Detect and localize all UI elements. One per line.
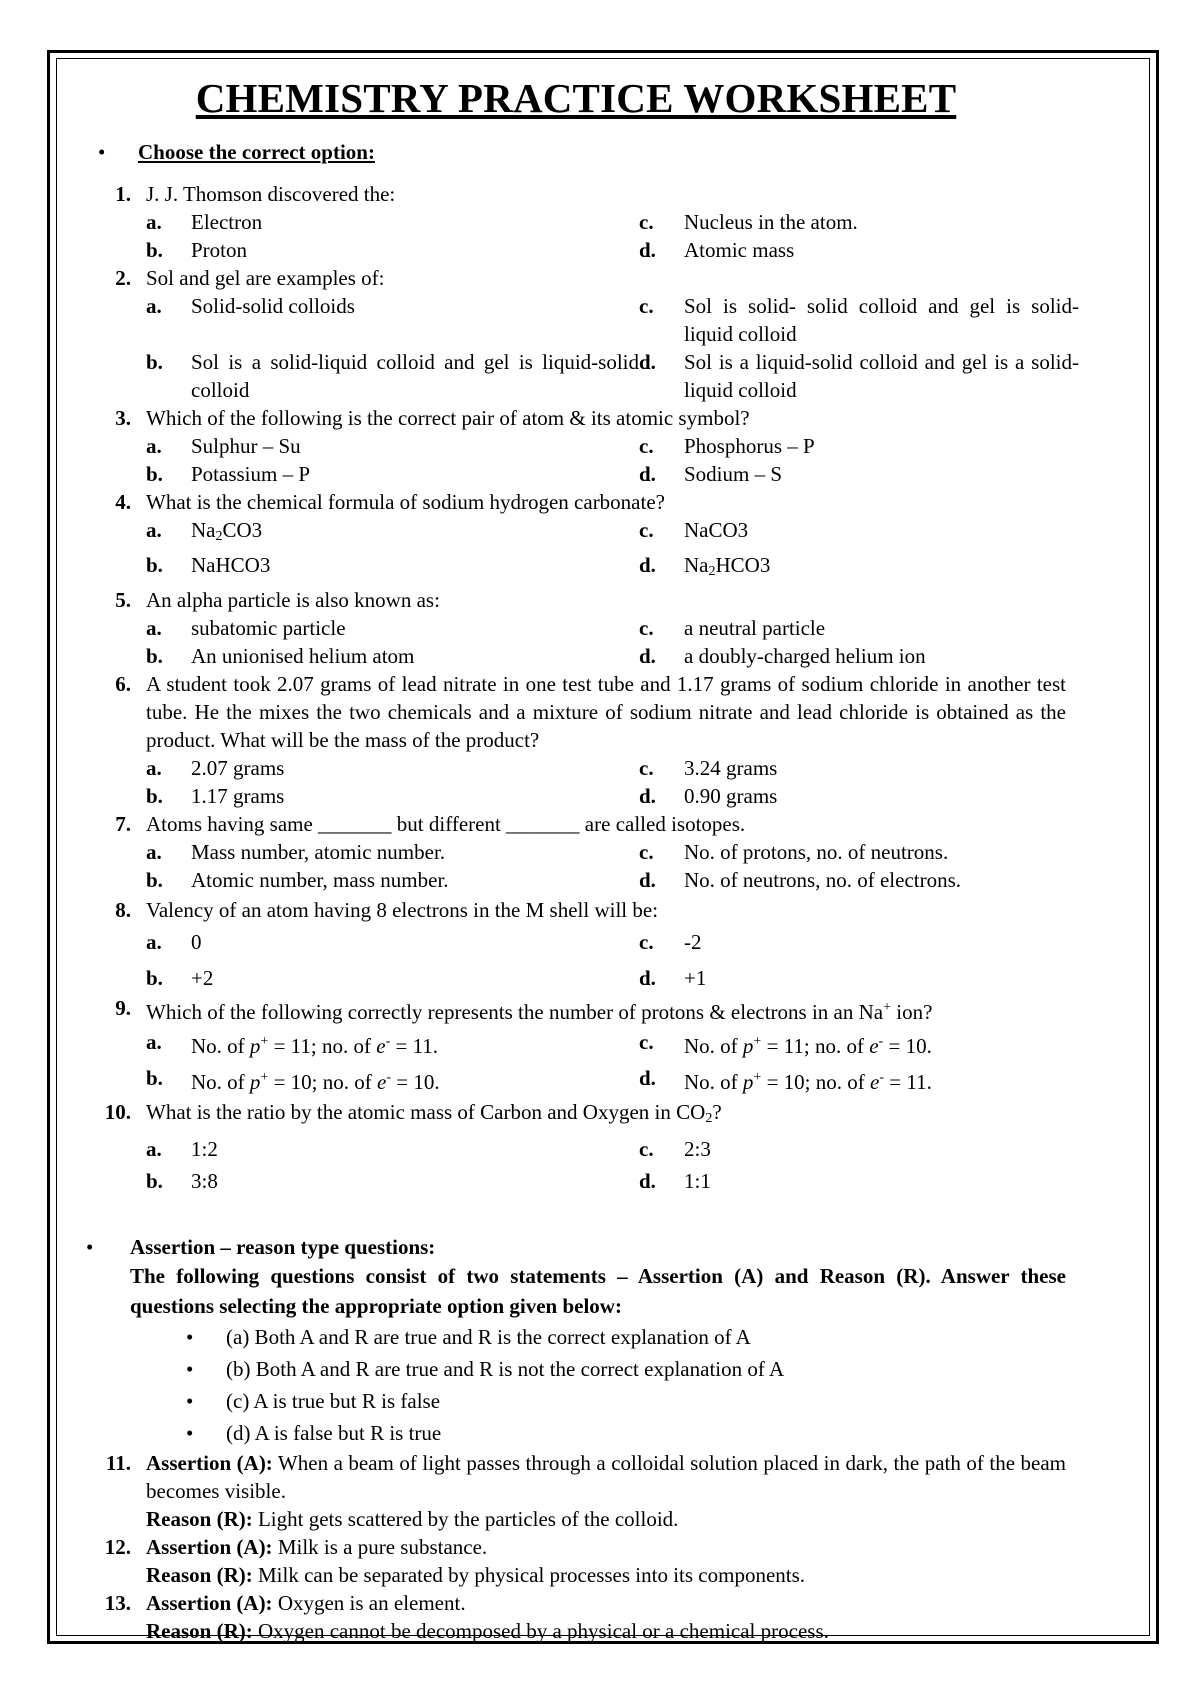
assertion-intro: The following questions consist of two statements – Assertion (A) and Reason (R). Answer these questions selecting the appropriate option given below: [130, 1264, 1066, 1318]
option-c[interactable] [639, 838, 1079, 866]
option-letter: a. [146, 210, 162, 234]
question-stem: Atoms having same _______ but different _______ are called isotopes. [146, 812, 746, 836]
option-letter: b. [146, 238, 163, 262]
option-a[interactable] [146, 208, 639, 236]
option-b[interactable] [146, 866, 639, 894]
question-number: 8. [115, 898, 131, 922]
question-text [86, 896, 1066, 924]
question-text [86, 994, 1066, 1026]
option-a[interactable] [146, 432, 639, 460]
assertion-question [86, 1449, 1066, 1505]
option-text: 1.17 grams [191, 784, 285, 808]
option-a[interactable] [146, 754, 639, 782]
option-letter: c. [639, 930, 654, 954]
option-letter: d. [639, 238, 656, 262]
option-text: Atomic number, mass number. [191, 868, 449, 892]
bullet-icon: • [186, 1357, 194, 1381]
option-text: Phosphorus – P [684, 434, 815, 458]
option-letter: d. [639, 553, 656, 577]
option-text: Atomic mass [684, 238, 795, 262]
option-a[interactable] [146, 292, 639, 348]
option-grid [86, 1028, 1066, 1096]
section-mcq-title: Choose the correct option: [138, 140, 375, 164]
option-a[interactable] [146, 1135, 639, 1163]
worksheet-content [86, 72, 1079, 1645]
option-text: Sulphur – Su [191, 434, 301, 458]
option-letter: c. [639, 616, 654, 640]
option-d[interactable] [639, 551, 1079, 586]
option-text: Mass number, atomic number. [191, 840, 446, 864]
reason-text: Light gets scattered by the particles of the colloid. [252, 1507, 679, 1531]
bullet-icon: • [86, 1235, 94, 1259]
question-number: 3. [115, 406, 131, 430]
option-text: $Na_2HCO3$ [684, 553, 771, 579]
option-grid [86, 516, 1066, 586]
question-text [86, 264, 1066, 292]
option-text: Electron [191, 210, 263, 234]
bullet-icon: • [186, 1389, 194, 1413]
question-number: 4. [115, 490, 131, 514]
option-d[interactable] [639, 348, 1079, 404]
option-letter: a. [146, 518, 162, 542]
option-letter: b. [146, 966, 163, 990]
bullet-icon: • [186, 1421, 194, 1445]
reason-text: Milk can be separated by physical processes into its components. [252, 1563, 806, 1587]
assertion-choice-text: (c) A is true but R is false [226, 1389, 441, 1413]
question-number: 13. [104, 1591, 131, 1615]
option-text: Sol is a solid-liquid colloid and gel is liquid-solid colloid [191, 350, 639, 402]
assertion-text: Milk is a pure substance. [272, 1535, 488, 1559]
option-b[interactable] [146, 236, 639, 264]
question-number: 1. [115, 182, 131, 206]
assertion-text: When a beam of light passes through a colloidal solution placed in dark, the path of the beam becomes visible. [146, 1451, 1066, 1503]
option-d[interactable] [639, 866, 1079, 894]
question-stem: A student took 2.07 grams of lead nitrate in one test tube and 1.17 grams of sodium chloride in another test tube. He the mixes the two chemicals and a mixture of sodium nitrate and lead chloride is obtained as the product. What will be the mass of the product? [146, 672, 1066, 752]
option-letter: c. [639, 1030, 654, 1054]
option-d[interactable] [639, 782, 1079, 810]
option-text: 1:1 [684, 1169, 711, 1193]
option-text: 0.90 grams [684, 784, 778, 808]
option-letter: b. [146, 644, 163, 668]
option-b[interactable] [146, 1064, 639, 1096]
option-text: Solid-solid colloids [191, 294, 355, 318]
option-letter: d. [639, 966, 656, 990]
assertion-choice [186, 1417, 1066, 1449]
option-letter: c. [639, 1137, 654, 1161]
option-d[interactable] [639, 642, 1079, 670]
option-letter: c. [639, 434, 654, 458]
question-stem: J. J. Thomson discovered the: [146, 182, 396, 206]
option-text: No. of p+ = 11; no. of e- = 10. [684, 1034, 932, 1058]
option-text: No. of neutrons, no. of electrons. [684, 868, 962, 892]
option-text: a neutral particle [684, 616, 826, 640]
question-text [86, 670, 1066, 754]
mcq-list [86, 180, 1079, 1195]
question-text [86, 810, 1066, 838]
option-c[interactable] [639, 292, 1079, 348]
option-letter: b. [146, 553, 163, 577]
question-number: 12. [104, 1535, 131, 1559]
option-b[interactable] [146, 460, 639, 488]
option-text: NaHCO3 [191, 553, 271, 577]
question-text [86, 488, 1066, 516]
assertion-choice [186, 1321, 1066, 1353]
question-stem: Which of the following is the correct pair of atom & its atomic symbol? [146, 406, 750, 430]
option-text: 3:8 [191, 1169, 218, 1193]
assertion-text: Oxygen is an element. [272, 1591, 466, 1615]
assertion-choice [186, 1385, 1066, 1417]
question-number: 5. [115, 588, 131, 612]
option-c[interactable] [639, 208, 1079, 236]
option-text: 2:3 [684, 1137, 711, 1161]
option-text: No. of p+ = 10; no. of e- = 11. [684, 1070, 932, 1094]
option-letter: d. [639, 462, 656, 486]
option-a[interactable] [146, 928, 639, 956]
option-letter: d. [639, 1066, 656, 1090]
option-d[interactable] [639, 1064, 1079, 1096]
question-stem: What is the chemical formula of sodium hydrogen carbonate? [146, 490, 665, 514]
assertion-choice-text: (d) A is false but R is true [226, 1421, 442, 1445]
question-stem: Sol and gel are examples of: [146, 266, 385, 290]
option-text: +1 [684, 966, 707, 990]
option-c[interactable] [639, 516, 1079, 551]
reason-label: Reason (R): [146, 1507, 253, 1531]
option-c[interactable] [639, 614, 1079, 642]
option-letter: b. [146, 462, 163, 486]
option-a[interactable] [146, 838, 639, 866]
reason-line [86, 1505, 1066, 1533]
option-text: 1:2 [191, 1137, 218, 1161]
option-a[interactable] [146, 1028, 639, 1060]
option-letter: a. [146, 616, 162, 640]
option-grid [86, 838, 1066, 894]
option-b[interactable] [146, 642, 639, 670]
option-c[interactable] [639, 928, 1079, 956]
option-text: subatomic particle [191, 616, 346, 640]
option-c[interactable] [639, 754, 1079, 782]
option-letter: c. [639, 294, 654, 318]
assertion-choice-text: (a) Both A and R are true and R is the correct explanation of A [226, 1325, 751, 1349]
assertion-choices [86, 1321, 1066, 1449]
option-letter: d. [639, 350, 656, 374]
assertion-questions [86, 1449, 1066, 1645]
section-mcq-heading [86, 138, 1066, 166]
option-letter: b. [146, 784, 163, 808]
option-grid [86, 432, 1066, 488]
question-number: 6. [115, 672, 131, 696]
option-grid [86, 614, 1066, 670]
question-stem: An alpha particle is also known as: [146, 588, 440, 612]
assertion-choice [186, 1353, 1066, 1385]
option-text: An unionised helium atom [191, 644, 415, 668]
option-text: Sodium – S [684, 462, 783, 486]
assertion-label: Assertion (A): [146, 1591, 273, 1615]
option-letter: a. [146, 840, 162, 864]
option-text: 0 [191, 930, 202, 954]
question-stem: Valency of an atom having 8 electrons in the M shell will be: [146, 898, 659, 922]
option-d[interactable] [639, 964, 1079, 992]
option-text: +2 [191, 966, 214, 990]
option-b[interactable] [146, 551, 639, 586]
option-letter: b. [146, 1066, 163, 1090]
question-text [86, 1098, 1066, 1133]
option-letter: c. [639, 840, 654, 864]
option-letter: b. [146, 868, 163, 892]
question-stem: What is the ratio by the atomic mass of Carbon and Oxygen in $CO_2$? [146, 1100, 722, 1126]
section-assertion-title: Assertion – reason type questions: [130, 1235, 436, 1259]
assertion-label: Assertion (A): [146, 1535, 273, 1559]
option-letter: c. [639, 210, 654, 234]
option-text: No. of protons, no. of neutrons. [684, 840, 949, 864]
question-number: 9. [115, 996, 131, 1020]
question-stem: Which of the following correctly represents the number of protons & electrons in an Na+ ion? [146, 1000, 933, 1024]
option-a[interactable] [146, 614, 639, 642]
option-letter: d. [639, 1169, 656, 1193]
option-letter: b. [146, 1169, 163, 1193]
option-text: Proton [191, 238, 248, 262]
question-number: 2. [115, 266, 131, 290]
question-number: 7. [115, 812, 131, 836]
assertion-question [86, 1589, 1066, 1617]
option-text: $Na_2CO3$ [191, 518, 263, 544]
option-letter: d. [639, 868, 656, 892]
question-text [86, 180, 1066, 208]
reason-line [86, 1561, 1066, 1589]
option-grid [86, 208, 1066, 264]
reason-line [86, 1617, 1066, 1645]
assertion-question [86, 1533, 1066, 1561]
section-assertion-heading [86, 1233, 1066, 1261]
question-number: 10. [104, 1100, 131, 1124]
option-text: 3.24 grams [684, 756, 778, 780]
option-text: No. of p+ = 10; no. of e- = 10. [191, 1070, 440, 1094]
option-grid [86, 928, 1066, 992]
option-a[interactable] [146, 516, 639, 551]
option-d[interactable] [639, 236, 1079, 264]
option-letter: a. [146, 294, 162, 318]
assertion-label: Assertion (A): [146, 1451, 273, 1475]
bullet-icon: • [98, 140, 106, 164]
option-text: -2 [684, 930, 702, 954]
option-letter: a. [146, 756, 162, 780]
question-number: 11. [105, 1451, 131, 1475]
bullet-icon: • [186, 1325, 194, 1349]
option-text: Sol is a liquid-solid colloid and gel is a solid-liquid colloid [684, 350, 1079, 402]
option-c[interactable] [639, 1028, 1079, 1060]
option-grid [86, 754, 1066, 810]
option-text: NaCO3 [684, 518, 749, 542]
option-b[interactable] [146, 1167, 639, 1195]
option-text: a doubly-charged helium ion [684, 644, 926, 668]
option-d[interactable] [639, 460, 1079, 488]
option-letter: a. [146, 1030, 162, 1054]
option-grid [86, 1135, 1066, 1195]
option-text: Sol is solid- solid colloid and gel is solid-liquid colloid [684, 294, 1079, 346]
option-text: Potassium – P [191, 462, 311, 486]
option-letter: c. [639, 756, 654, 780]
option-letter: a. [146, 1137, 162, 1161]
option-text: No. of p+ = 11; no. of e- = 11. [191, 1034, 439, 1058]
question-text [86, 586, 1066, 614]
option-letter: a. [146, 930, 162, 954]
assertion-choice-text: (b) Both A and R are true and R is not the correct explanation of A [226, 1357, 785, 1381]
reason-label: Reason (R): [146, 1563, 253, 1587]
option-b[interactable] [146, 348, 639, 404]
reason-text: Oxygen cannot be decomposed by a physical or a chemical process. [252, 1619, 829, 1643]
option-letter: d. [639, 784, 656, 808]
option-text: Nucleus in the atom. [684, 210, 858, 234]
worksheet-title: CHEMISTRY PRACTICE WORKSHEET [195, 75, 957, 121]
option-b[interactable] [146, 782, 639, 810]
option-d[interactable] [639, 1167, 1079, 1195]
option-letter: b. [146, 350, 163, 374]
option-grid [86, 292, 1079, 404]
question-text [86, 404, 1066, 432]
option-c[interactable] [639, 1135, 1079, 1163]
option-letter: a. [146, 434, 162, 458]
option-letter: d. [639, 644, 656, 668]
option-b[interactable] [146, 964, 639, 992]
option-letter: c. [639, 518, 654, 542]
reason-label: Reason (R): [146, 1619, 253, 1643]
option-c[interactable] [639, 432, 1079, 460]
option-text: 2.07 grams [191, 756, 285, 780]
